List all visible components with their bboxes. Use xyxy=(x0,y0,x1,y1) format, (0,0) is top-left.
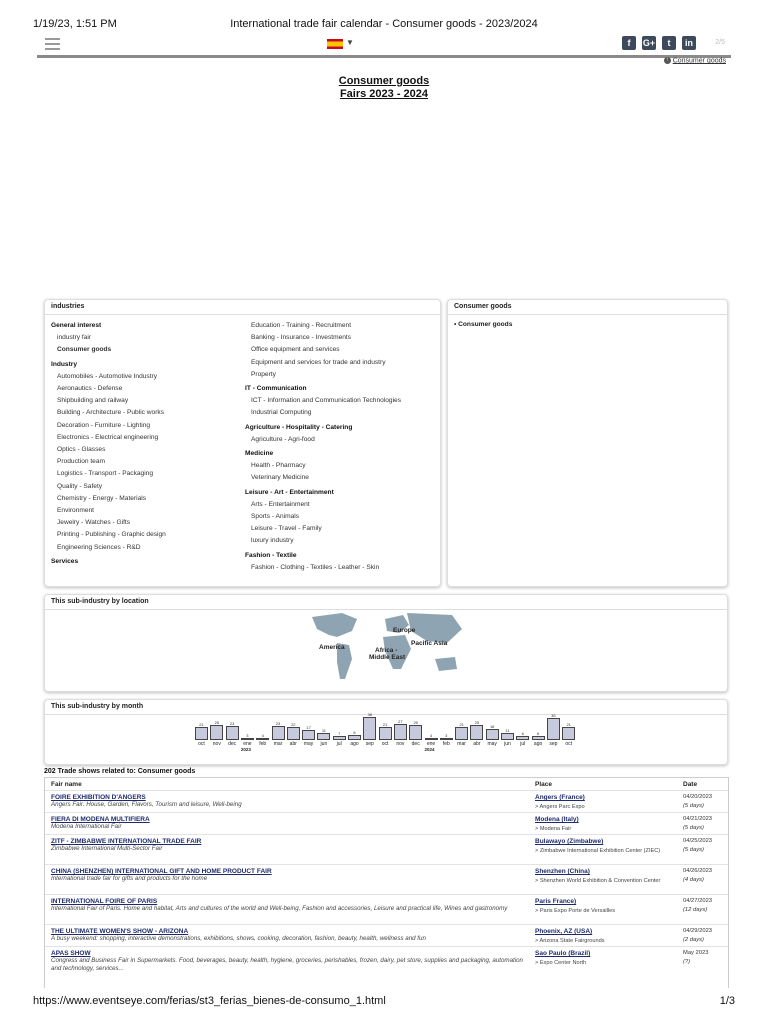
month-bar-value: 3 xyxy=(445,733,448,738)
duration-text: (5 days) xyxy=(683,803,704,809)
month-bar[interactable] xyxy=(532,736,545,740)
map-north-america[interactable] xyxy=(312,613,357,637)
industry-group-heading: Medicine xyxy=(245,450,274,457)
place-link[interactable]: Shenzhen (China) xyxy=(535,868,590,875)
location-panel xyxy=(44,594,728,692)
print-title: International trade fair calendar - Consumer goods - 2023/2024 xyxy=(230,18,538,30)
month-bar[interactable] xyxy=(302,730,315,740)
venue-text: > Expo Center North xyxy=(535,960,587,966)
fair-description: A busy weekend: shopping, interactive demonstrations, exhibitions, shows, cooking, decoration, fashion, beauty, health, wellness and fun xyxy=(51,935,426,942)
month-bar-value: 11 xyxy=(505,728,510,734)
industry-item[interactable]: Building - Architecture - Public works xyxy=(57,409,165,417)
industry-item[interactable]: Arts - Entertainment xyxy=(251,500,310,508)
month-bar-value: 36 xyxy=(551,713,556,719)
month-bar-value: 4 xyxy=(261,732,264,738)
duration-text: (2 days) xyxy=(683,937,704,943)
month-bar[interactable] xyxy=(348,735,361,740)
month-bar-value: 8 xyxy=(353,730,356,736)
breadcrumb[interactable] xyxy=(664,57,726,64)
month-label: sep xyxy=(365,741,374,747)
fair-name-link[interactable]: FOIRE EXHIBITION D'ANGERS xyxy=(51,794,146,801)
table-row xyxy=(45,864,728,895)
date-text: May 2023 xyxy=(683,950,709,956)
month-label: oct xyxy=(565,741,573,747)
month-label: dec xyxy=(411,741,420,747)
month-bar[interactable] xyxy=(363,717,376,740)
month-bar-value: 6 xyxy=(521,731,524,737)
venue-text: > Shenzhen World Exhibition & Convention Center xyxy=(535,878,661,884)
table-row xyxy=(45,924,728,947)
table-row xyxy=(45,894,728,925)
duration-text: (4 days) xyxy=(683,877,704,883)
place-link[interactable]: Bulawayo (Zimbabwe) xyxy=(535,838,604,845)
industry-item[interactable]: Engineering Sciences - R&D xyxy=(57,543,141,551)
venue-text: > Modena Fair xyxy=(535,826,572,832)
year-label: 2024 xyxy=(424,747,435,752)
month-bar-value: 38 xyxy=(367,712,373,718)
consumer-goods-item[interactable]: • Consumer goods xyxy=(454,321,513,328)
fair-name-link[interactable]: APAS SHOW xyxy=(51,950,91,957)
month-bar-value: 11 xyxy=(321,728,326,734)
industry-item[interactable]: Industrial Computing xyxy=(251,409,312,417)
month-bar[interactable] xyxy=(256,738,269,740)
region-label-africa[interactable]: Africa - xyxy=(375,647,398,654)
map-australia[interactable] xyxy=(435,657,457,671)
month-bar[interactable] xyxy=(470,725,483,740)
consumer-goods-header: Consumer goods xyxy=(448,300,727,315)
fair-description: Zimbabwe International Multi-Sector Fair xyxy=(51,845,163,852)
month-label: ago xyxy=(350,741,359,747)
month-bar[interactable] xyxy=(287,727,300,740)
month-label: feb xyxy=(442,741,450,747)
month-label: feb xyxy=(259,741,267,747)
print-page-number: 1/3 xyxy=(719,995,735,1007)
month-panel xyxy=(44,699,728,765)
month-label: oct xyxy=(198,741,205,747)
month-bar[interactable] xyxy=(379,727,392,740)
month-bar-value: 21 xyxy=(199,722,204,728)
date-text: 04/20/2023 xyxy=(683,794,713,800)
month-bar-value: 23 xyxy=(275,721,281,727)
venue-text: > Angers Parc Expo xyxy=(535,804,585,810)
venue-text: > Paris Expo Porte de Versailles xyxy=(535,908,616,914)
month-bar[interactable] xyxy=(547,718,560,740)
location-header: This sub-industry by location xyxy=(45,595,727,610)
page-title xyxy=(0,75,768,101)
industry-group-heading: Agriculture - Hospitality - Catering xyxy=(245,423,353,431)
venue-text: > Zimbabwe International Exhibition Center (ZIEC) xyxy=(535,848,661,854)
month-bar-value: 22 xyxy=(291,721,296,727)
fair-name-link[interactable]: INTERNATIONAL FOIRE OF PARIS xyxy=(51,898,158,905)
month-bar[interactable] xyxy=(317,733,330,740)
industry-group-heading: Fashion - Textile xyxy=(245,551,297,559)
month-bar-value: 21 xyxy=(566,722,571,728)
year-label: 2023 xyxy=(240,747,251,752)
month-bar-value: 25 xyxy=(214,720,220,725)
breadcrumb-link[interactable]: Consumer goods xyxy=(672,57,726,65)
month-label: abr xyxy=(289,741,297,747)
facebook-icon[interactable]: f xyxy=(622,36,636,50)
language-dropdown-caret-icon[interactable]: ▼ xyxy=(346,38,354,47)
month-bar-value: 25 xyxy=(413,720,418,725)
print-url: https://www.eventseye.com/ferias/st3_ferias_bienes-de-consumo_1.html xyxy=(33,995,386,1007)
consumer-goods-panel xyxy=(447,299,728,587)
print-datetime: 1/19/23, 1:51 PM xyxy=(33,18,117,30)
month-label: ene xyxy=(243,741,252,747)
consumer-goods-item-label[interactable]: Consumer goods xyxy=(458,321,513,328)
industry-item[interactable]: Fashion - Clothing - Textiles - Leather - Skin xyxy=(251,563,380,571)
month-label: sep xyxy=(549,741,558,747)
industry-item[interactable]: Sports - Animals xyxy=(251,513,300,520)
fair-name-link[interactable]: ZITF - ZIMBABWE INTERNATIONAL TRADE FAIR xyxy=(51,838,202,845)
duration-text: (12 days) xyxy=(683,907,708,913)
industry-item[interactable]: Banking - Insurance - Investments xyxy=(251,334,352,342)
date-text: 04/25/2023 xyxy=(683,838,713,844)
fair-name-link[interactable]: FIERA DI MODENA MULTIFIERA xyxy=(51,816,150,823)
duration-text: (5 days) xyxy=(683,825,704,831)
month-bar[interactable] xyxy=(440,738,453,740)
industry-item[interactable]: Veterinary Medicine xyxy=(251,474,309,482)
duration-text: (5 days) xyxy=(683,847,704,853)
industry-group-heading: IT - Communication xyxy=(245,385,307,392)
month-label: mar xyxy=(457,741,466,747)
col-header-date: Date xyxy=(683,781,698,788)
month-label: jun xyxy=(320,741,328,747)
month-bar-value: 23 xyxy=(229,721,235,727)
industry-item[interactable]: luxury industry xyxy=(251,537,294,545)
industry-item[interactable]: Automobiles - Automotive Industry xyxy=(57,372,158,380)
arrow-up-icon: ↑ xyxy=(665,57,669,63)
month-bar[interactable] xyxy=(226,726,239,740)
fair-name-link[interactable]: THE ULTIMATE WOMEN'S SHOW - ARIZONA xyxy=(51,928,189,935)
industry-item[interactable]: Chemistry - Energy - Materials xyxy=(57,494,147,502)
region-label-europe[interactable]: Europe xyxy=(393,627,416,634)
month-bar[interactable] xyxy=(394,724,407,740)
month-bar-value: 18 xyxy=(489,724,495,730)
region-label-america[interactable]: America xyxy=(319,644,345,651)
industry-group-heading: Services xyxy=(51,557,79,565)
month-bar[interactable] xyxy=(562,727,575,740)
results-count: 202 Trade shows related to: Consumer goods xyxy=(44,768,196,775)
industry-item[interactable]: Jewelry - Watches - Gifts xyxy=(57,519,131,527)
linkedin-icon[interactable]: in xyxy=(682,36,696,50)
date-text: 04/27/2023 xyxy=(683,898,713,904)
industry-item[interactable]: Health - Pharmacy xyxy=(251,462,306,470)
industry-item[interactable]: Shipbuilding and railway xyxy=(57,397,129,405)
industries-header: industries xyxy=(45,300,440,315)
fair-description: Angers Fair. House, Garden, Flavors, Tourism and leisure, Well-being xyxy=(51,801,242,808)
table-row xyxy=(45,812,728,835)
industry-item[interactable]: Education - Training - Recruitment xyxy=(251,322,352,329)
place-link[interactable]: Paris France) xyxy=(535,898,577,905)
industries-panel xyxy=(44,299,441,587)
industry-item[interactable]: Property xyxy=(251,370,276,378)
month-bar[interactable] xyxy=(409,725,422,740)
industry-item[interactable]: Optics - Glasses xyxy=(57,446,106,453)
month-bar[interactable] xyxy=(195,727,208,740)
page-title-line1: Consumer goods xyxy=(338,75,430,87)
month-bar[interactable] xyxy=(455,727,468,740)
month-bar[interactable] xyxy=(425,738,438,740)
date-text: 04/29/2023 xyxy=(683,928,713,934)
duration-text: (?) xyxy=(683,959,691,965)
month-label: may xyxy=(303,741,314,747)
month-label: nov xyxy=(212,741,221,747)
month-bar-value: 3 xyxy=(246,733,249,738)
twitter-icon[interactable]: t xyxy=(662,36,676,50)
month-bar[interactable] xyxy=(516,736,529,740)
month-bar[interactable] xyxy=(241,738,254,740)
google-plus-icon[interactable]: G+ xyxy=(642,38,656,48)
date-text: 04/21/2023 xyxy=(683,816,713,822)
place-link[interactable]: Angers (France) xyxy=(535,794,585,801)
month-bar[interactable] xyxy=(486,729,499,740)
industry-item[interactable]: Quality - Safety xyxy=(57,482,103,490)
industry-item[interactable]: Leisure - Travel - Family xyxy=(251,525,322,533)
month-label: ago xyxy=(533,741,543,747)
month-bar[interactable] xyxy=(333,736,346,740)
month-label: may xyxy=(487,741,497,747)
month-label: nov xyxy=(396,741,405,747)
month-bar[interactable] xyxy=(501,733,514,740)
month-label: ene xyxy=(426,741,436,747)
month-label: dec xyxy=(228,741,237,747)
industry-item[interactable]: Printing - Publishing - Graphic design xyxy=(57,531,166,539)
month-label: jul xyxy=(336,741,342,747)
industry-group-heading: Leisure - Art - Entertainment xyxy=(245,488,334,496)
page-title-line2: Fairs 2023 - 2024 xyxy=(339,88,429,100)
industry-group-heading: General interest xyxy=(51,322,102,329)
place-link[interactable]: Phoenix, AZ (USA) xyxy=(535,928,593,935)
place-link[interactable]: Modena (Italy) xyxy=(535,816,579,823)
month-bar[interactable] xyxy=(272,726,285,740)
industry-item[interactable]: Equipment and services for trade and industry xyxy=(251,358,386,366)
industry-item[interactable]: Environment xyxy=(57,507,95,514)
industry-item[interactable]: Production team xyxy=(57,458,106,466)
world-map[interactable] xyxy=(307,607,467,687)
industry-item[interactable]: Office equipment and services xyxy=(251,346,340,354)
month-label: jun xyxy=(504,741,511,747)
region-label-pacific-asia[interactable]: Pacific Asia xyxy=(411,640,448,647)
fair-description: Congress and Business Fair in Supermarkets. Food, beverages, beauty, health, hygiene, groceries, perishables, frozen, dairy, pet store, supplies and packaging, automation and technology, services... xyxy=(51,957,524,972)
month-label: jul xyxy=(520,741,526,747)
fair-description: Modena International Fair xyxy=(51,823,122,830)
venue-text: > Arizona State Fairgrounds xyxy=(535,938,605,944)
month-bar-value: 21 xyxy=(459,722,464,728)
month-header: This sub-industry by month xyxy=(45,700,727,715)
date-text: 04/26/2023 xyxy=(683,868,713,874)
industry-group-heading: Industry xyxy=(51,360,78,368)
month-bar-value: 7 xyxy=(338,730,341,736)
industry-item[interactable]: industry fair xyxy=(57,334,92,342)
month-label: abr xyxy=(473,741,481,747)
page-indicator: 2/5 xyxy=(715,39,725,46)
fair-description: International trade fair for gifts and products for the home xyxy=(51,875,208,882)
fair-name-link[interactable]: CHINA (SHENZHEN) INTERNATIONAL GIFT AND HOME PRODUCT FAIR xyxy=(51,868,272,875)
fair-description: International Fair of Paris. Home and habitat, Arts and cultures of the world and Well-being, Fashion and accessories, Leisure and practical life, Wines and gastronomy xyxy=(51,905,508,912)
month-bar-value: 17 xyxy=(306,724,311,730)
month-bar[interactable] xyxy=(210,725,223,740)
table-row xyxy=(45,834,728,865)
top-navigation-bar xyxy=(37,33,731,58)
industry-item[interactable]: ICT - Information and Communication Technologies xyxy=(251,397,402,405)
industry-item[interactable]: Decoration - Furniture - Lighting xyxy=(57,421,151,429)
month-bar-value: 6 xyxy=(536,731,540,737)
spain-flag-icon[interactable] xyxy=(327,39,343,49)
industry-item[interactable]: Agriculture - Agri-food xyxy=(251,435,315,443)
month-bar-value: 27 xyxy=(398,718,403,724)
table-row xyxy=(45,790,728,813)
industry-item[interactable]: Aeronautics - Defense xyxy=(57,385,123,392)
month-bar-value: 25 xyxy=(474,720,480,725)
col-header-name: Fair name xyxy=(51,781,82,788)
region-label-middle-east[interactable]: Middle East xyxy=(369,654,406,661)
industry-item[interactable]: Consumer goods xyxy=(57,346,112,354)
results-table xyxy=(44,777,729,988)
month-label: oct xyxy=(381,741,389,747)
industry-item[interactable]: Logistics - Transport - Packaging xyxy=(57,470,154,478)
table-row xyxy=(45,946,728,987)
place-link[interactable]: Sao Paulo (Brazil) xyxy=(535,950,591,957)
menu-icon[interactable] xyxy=(45,38,60,53)
month-bar-value: 4 xyxy=(429,732,433,738)
month-bar-value: 21 xyxy=(382,722,388,728)
industry-item[interactable]: Electronics - Electrical engineering xyxy=(57,433,159,441)
col-header-place: Place xyxy=(535,781,552,788)
month-label: mar xyxy=(273,741,283,747)
